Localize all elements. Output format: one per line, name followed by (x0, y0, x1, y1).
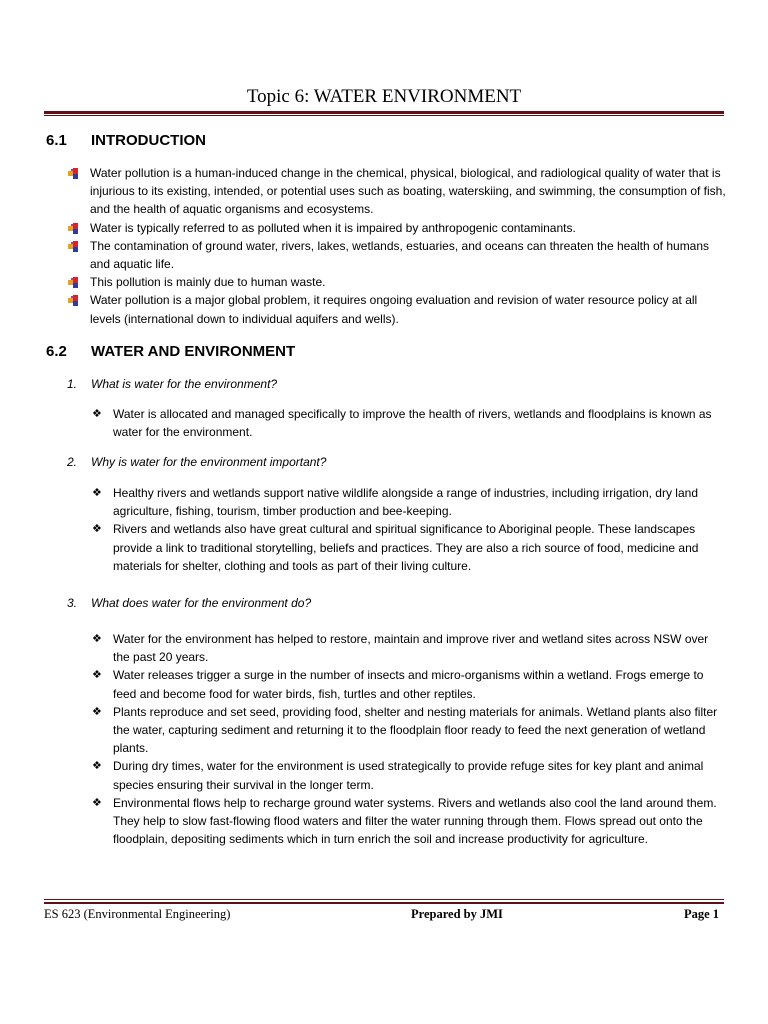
list-item-text: Water is allocated and managed specifically to improve the health of rivers, wetlands and floodplains is known as water for the environment. (113, 407, 712, 440)
four-diamond-bullet-icon: ❖ (92, 486, 102, 499)
list-item (92, 666, 726, 702)
section-heading-6-2 (46, 342, 295, 362)
colored-square-bullet-icon (68, 168, 79, 179)
section-heading-6-1 (46, 131, 206, 151)
question-number: 2. (67, 455, 78, 469)
colored-square-bullet-icon (68, 295, 79, 306)
section-title: INTRODUCTION (91, 132, 206, 149)
list-item (92, 703, 726, 758)
list-item (92, 757, 726, 793)
list-item-text: Plants reproduce and set seed, providing food, shelter and nesting materials for animals. Wetland plants also filter the water, capturing sediment and returning it to the floodplain floor ready to feed the next generation of wetland plants. (113, 704, 718, 756)
list-item-text: The contamination of ground water, rivers, lakes, wetlands, estuaries, and oceans can threaten the health of humans and aquatic life. (90, 238, 710, 272)
footer-author: Prepared by JMI (411, 907, 503, 921)
list-item-text: Environmental flows help to recharge ground water systems. Rivers and wetlands also cool the land around them. They help to slow fast-flowing flood waters and filter the water running through them. Flows spread out onto the floodplain, depositing sediments which in turn enrich the soil and increase productivity for agriculture. (113, 795, 717, 847)
question-number: 1. (67, 377, 78, 391)
list-item (66, 219, 726, 237)
answer-list-1 (92, 405, 726, 441)
list-item (66, 273, 726, 291)
four-diamond-bullet-icon: ❖ (92, 668, 102, 682)
list-item (92, 630, 726, 666)
section-number: 6.2 (46, 343, 67, 360)
list-item (92, 794, 726, 849)
list-item-text: Healthy rivers and wetlands support native wildlife alongside a range of industries, including irrigation, dry land agriculture, fishing, tourism, timber production and bee-keeping. (113, 486, 698, 519)
list-item (66, 237, 726, 273)
list-item-text: During dry times, water for the environment is used strategically to provide refuge sites for key plant and animal species ensuring their survival in the longer term. (113, 759, 704, 792)
list-item-text: This pollution is mainly due to human waste. (90, 275, 326, 290)
footer-rule-thick (44, 902, 724, 904)
list-item-text: Water is typically referred to as polluted when it is impaired by anthropogenic contaminants. (90, 220, 576, 235)
colored-square-bullet-icon (68, 277, 79, 288)
question-1 (67, 375, 277, 393)
title-rule-thick (44, 111, 724, 114)
title-rule-thin (44, 115, 724, 116)
list-item (92, 520, 726, 575)
footer-course: ES 623 (Environmental Engineering) (44, 907, 231, 921)
list-item (66, 291, 726, 327)
list-item-text: Rivers and wetlands also have great cultural and spiritual significance to Aboriginal people. These landscapes provide a link to traditional storytelling, beliefs and practices. They are also a rich source of food, medicine and materials for shelter, clothing and tools as part of their living culture. (113, 522, 699, 573)
intro-bullet-list (66, 164, 726, 328)
question-text: Why is water for the environment important? (91, 455, 327, 469)
four-diamond-bullet-icon: ❖ (92, 407, 102, 420)
list-item-text: Water pollution is a major global problem, it requires ongoing evaluation and revision of water resource policy at all levels (international down to individual aquifers and wells). (90, 293, 698, 326)
answer-list-3 (92, 630, 726, 848)
question-2 (67, 453, 326, 471)
list-item (92, 484, 726, 520)
list-item-text: Water pollution is a human-induced change in the chemical, physical, biological, and radiological quality of water that is injurious to its existing, intended, or potential uses such as boating, waterskiing, and swimming, the consumption of fish, and the health of aquatic organisms and ecosystems. (90, 166, 726, 217)
list-item-text: Water for the environment has helped to restore, maintain and improve river and wetland sites across NSW over the past 20 years. (113, 632, 709, 665)
list-item (92, 405, 726, 441)
question-3 (67, 594, 311, 612)
four-diamond-bullet-icon: ❖ (92, 759, 102, 773)
four-diamond-bullet-icon: ❖ (92, 795, 102, 809)
question-text: What does water for the environment do? (91, 596, 312, 610)
footer-rule-thin (44, 899, 724, 900)
page-title: Topic 6: WATER ENVIRONMENT (246, 86, 522, 107)
question-text: What is water for the environment? (91, 377, 278, 391)
answer-list-2 (92, 484, 726, 575)
four-diamond-bullet-icon: ❖ (92, 522, 102, 536)
section-number: 6.1 (46, 132, 67, 149)
four-diamond-bullet-icon: ❖ (92, 632, 102, 645)
list-item-text: Water releases trigger a surge in the number of insects and micro-organisms within a wetland. Frogs emerge to feed and become food for water birds, fish, turtles and other reptiles. (113, 668, 704, 701)
question-number: 3. (67, 596, 78, 610)
section-title: WATER AND ENVIRONMENT (91, 343, 296, 360)
list-item (66, 164, 726, 219)
four-diamond-bullet-icon: ❖ (92, 704, 102, 718)
footer-page-number: Page 1 (684, 907, 720, 921)
colored-square-bullet-icon (68, 241, 79, 252)
colored-square-bullet-icon (68, 223, 79, 234)
